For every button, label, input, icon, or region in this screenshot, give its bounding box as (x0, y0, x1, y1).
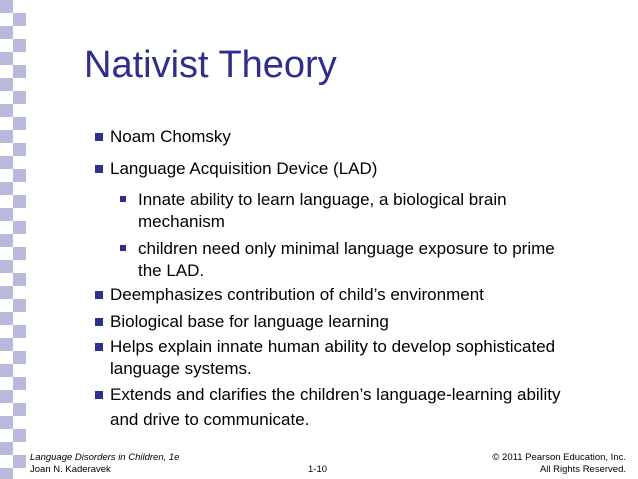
square-bullet-icon (120, 245, 126, 251)
footer-author: Joan N. Kaderavek (30, 464, 111, 475)
sub-bullet-text-line2: mechanism (138, 212, 225, 231)
slide-title: Nativist Theory (84, 44, 337, 86)
footer-copyright: © 2011 Pearson Education, Inc. (492, 452, 626, 463)
square-bullet-icon (95, 391, 103, 399)
footer-book-title: Language Disorders in Children, 1e (30, 452, 180, 463)
bullet-text-line1: Helps explain innate human ability to develop sophisticated (110, 337, 556, 356)
square-bullet-icon (95, 165, 103, 173)
bullet-text-line2: language systems. (110, 359, 252, 378)
square-bullet-icon (95, 291, 103, 299)
square-bullet-icon (95, 318, 103, 326)
bullet-text: Noam Chomsky (110, 127, 231, 146)
bullet-text: Biological base for language learning (110, 312, 389, 331)
square-bullet-icon (95, 343, 103, 351)
sub-bullet-text-line1: Innate ability to learn language, a biological brain (138, 190, 507, 209)
footer-left (30, 452, 179, 476)
footer-right (492, 452, 626, 476)
sub-bullet-text-line2: the LAD. (138, 261, 205, 280)
bullet-text: Deemphasizes contribution of child’s environment (110, 285, 484, 304)
footer-page-number: 1-10 (308, 464, 328, 475)
bullet-text-line1: Extends and clarifies the children’s language-learning ability (110, 385, 561, 404)
square-bullet-icon (120, 196, 126, 202)
square-bullet-icon (95, 133, 103, 141)
bullet-text: Language Acquisition Device (LAD) (110, 159, 378, 178)
bullet-text-line2: and drive to communicate. (110, 410, 310, 429)
sub-bullet-text-line1: children need only minimal language exposure to prime (138, 239, 555, 258)
footer-rights: All Rights Reserved. (539, 464, 626, 475)
